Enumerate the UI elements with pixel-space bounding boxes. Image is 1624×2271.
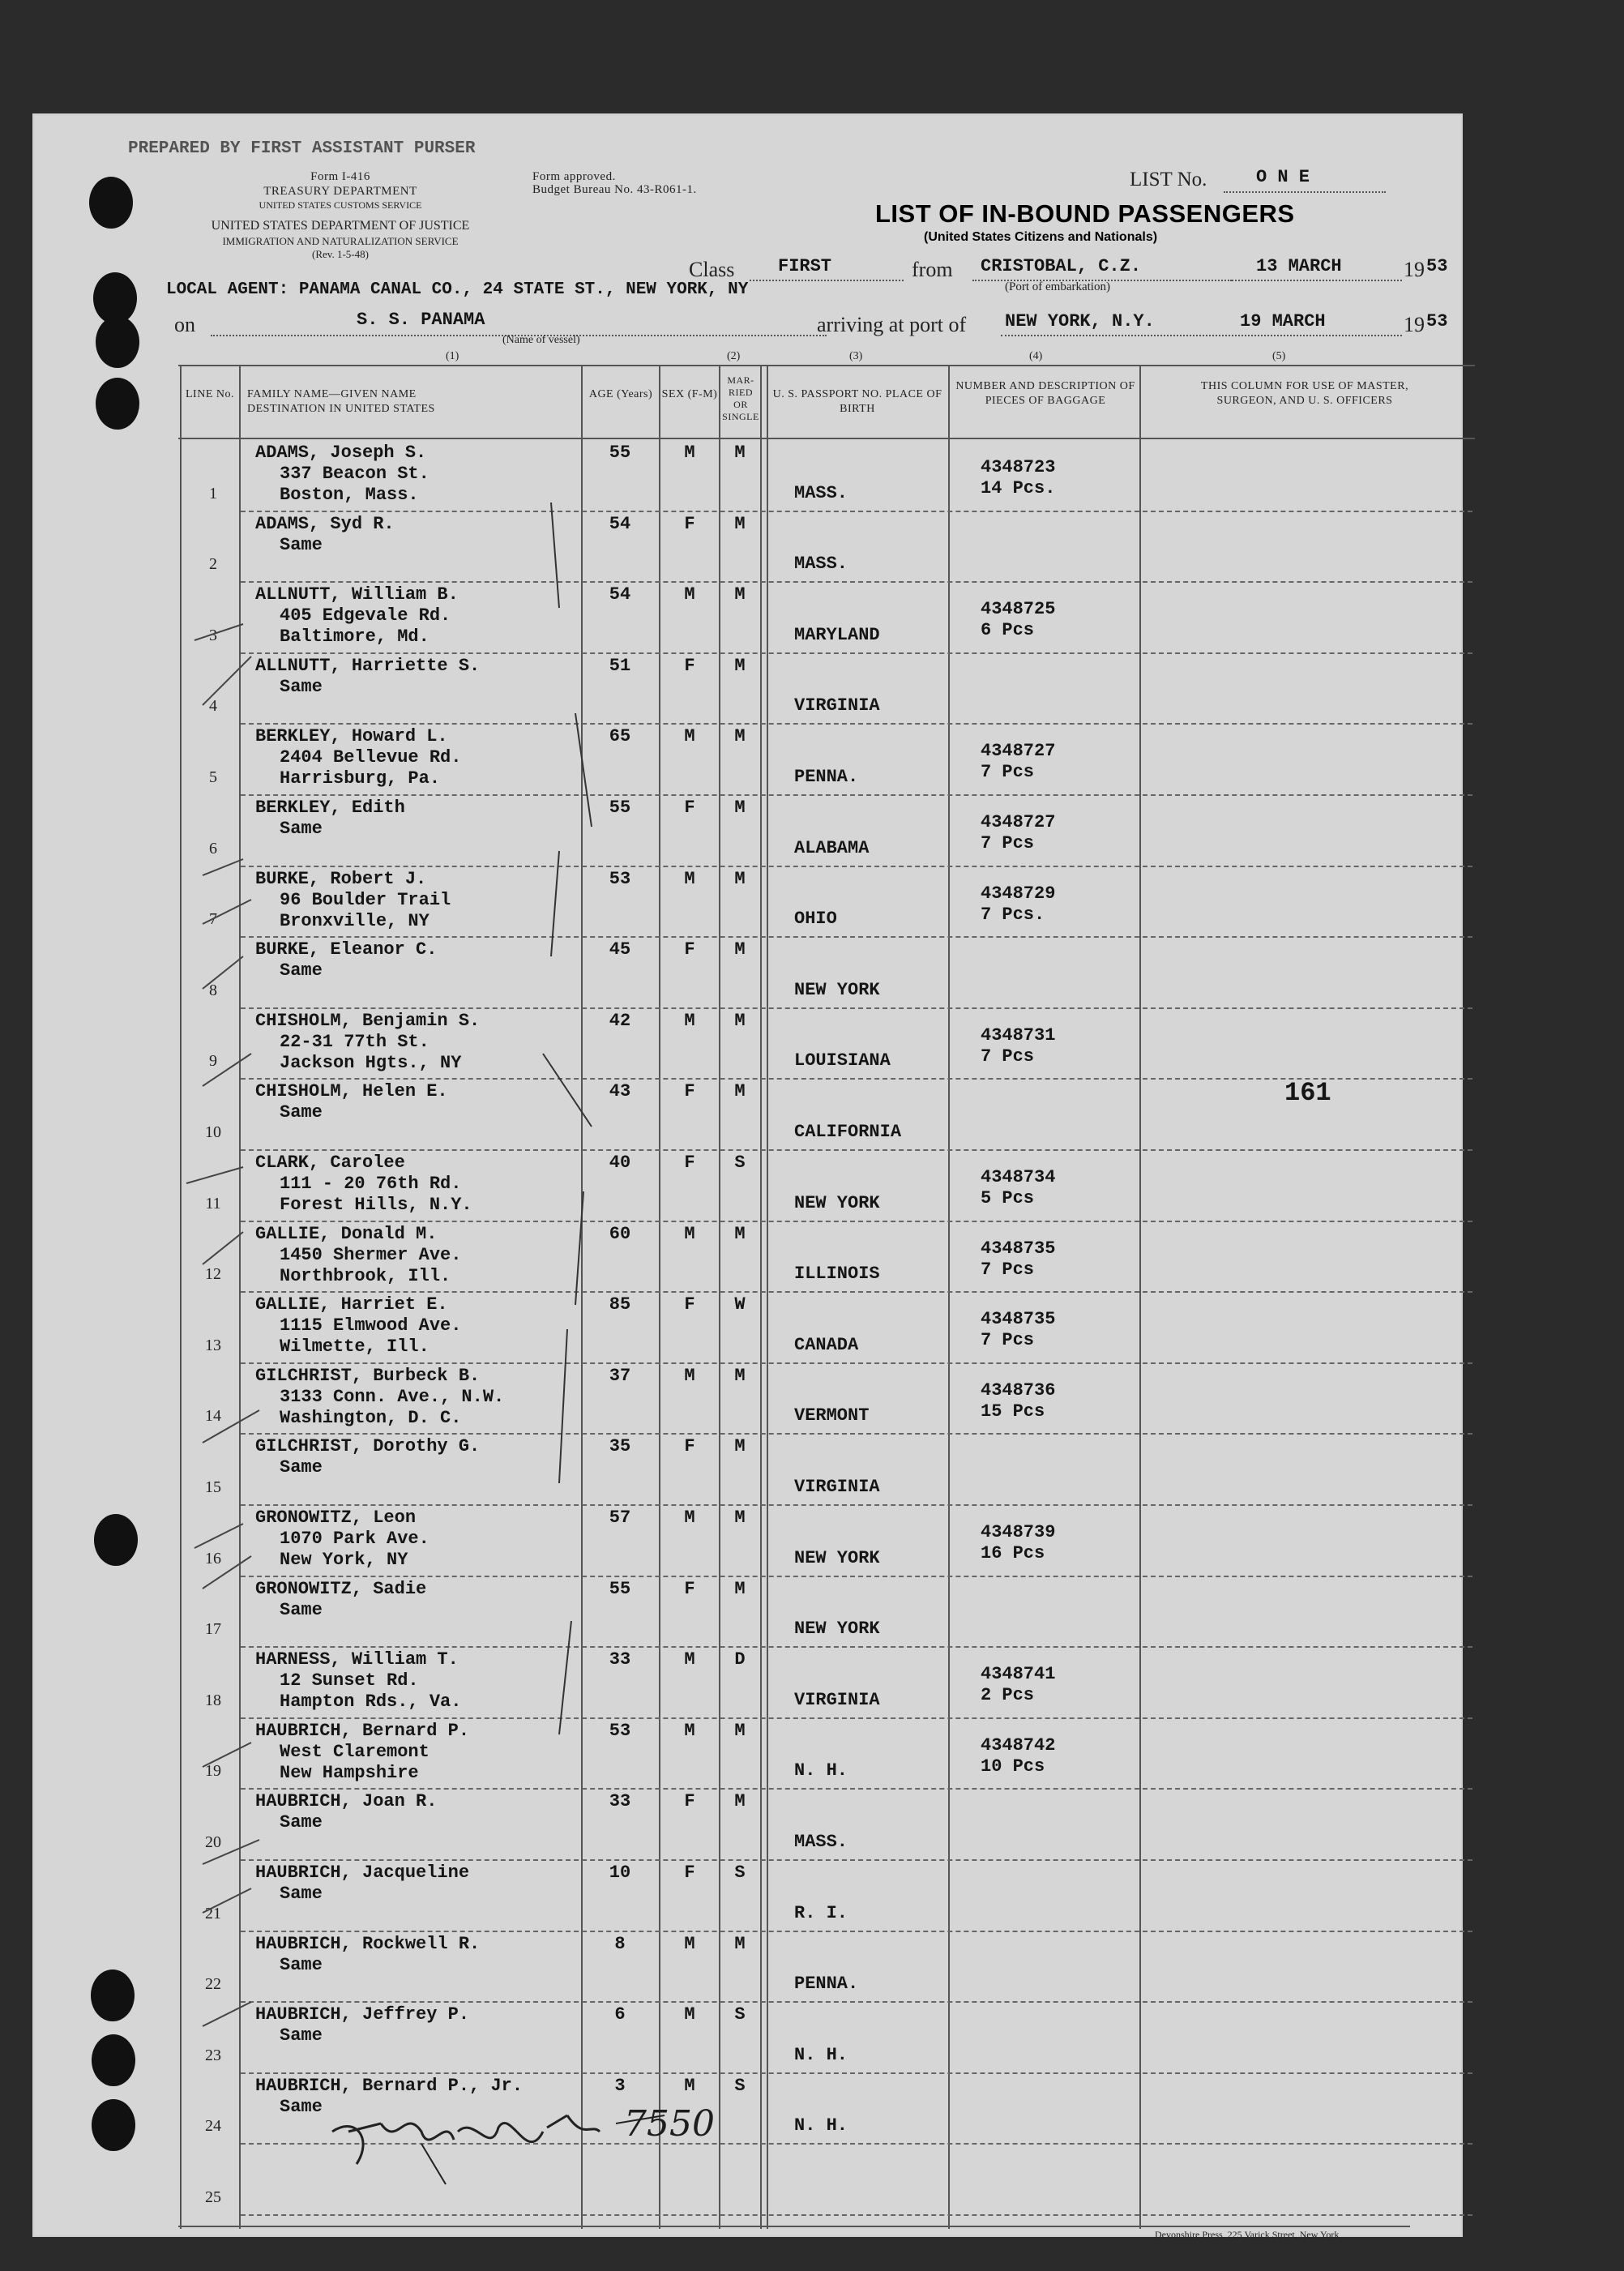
passenger-sex: M: [684, 726, 695, 747]
document-page: [32, 113, 1463, 2240]
baggage-pieces: 7 Pcs: [981, 833, 1035, 853]
destination-city: New Hampshire: [280, 1762, 419, 1783]
row-line-number: 22: [205, 1975, 221, 1994]
column-number: (4): [1029, 350, 1043, 362]
tally-marks: [154, 470, 608, 2156]
destination-address: West Claremont: [280, 1741, 430, 1762]
passenger-age: 10: [609, 1863, 631, 1883]
passenger-sex: M: [684, 868, 695, 889]
place-of-birth: NEW YORK: [794, 1619, 880, 1640]
arrival-year-prefix: 19: [1404, 313, 1425, 336]
year-prefix: 19: [1404, 258, 1425, 281]
baggage-pieces: 7 Pcs: [981, 1046, 1035, 1067]
row-line-number: 18: [205, 1691, 221, 1709]
place-of-birth: N. H.: [794, 1760, 848, 1781]
baggage-pieces: 2 Pcs: [981, 1685, 1035, 1706]
row-line-number: 19: [205, 1762, 221, 1781]
passenger-age: 3: [614, 2075, 626, 2096]
marital-status: M: [734, 1436, 746, 1457]
passenger-sex: M: [684, 1365, 695, 1386]
place-of-birth: VIRGINIA: [794, 1689, 880, 1710]
row-line-number: 10: [205, 1123, 221, 1141]
passenger-name: GRONOWITZ, Sadie: [255, 1578, 427, 1599]
passenger-age: 85: [609, 1294, 631, 1315]
row-line-number: 17: [205, 1620, 221, 1639]
destination-city: Bronxville, NY: [280, 910, 430, 931]
passenger-sex: M: [684, 1649, 695, 1670]
row-line-number: 2: [209, 555, 217, 574]
marital-status: M: [734, 868, 746, 889]
place-of-birth: R. I.: [794, 1902, 848, 1923]
passenger-sex: M: [684, 1508, 695, 1528]
column-header-officers: THIS COLUMN FOR USE OF MASTER, SURGEON, AND U. S. OFFICERS: [1200, 380, 1409, 407]
destination-address: Same: [280, 1954, 323, 1975]
passenger-name: ALLNUTT, Harriette S.: [255, 655, 481, 676]
destination-city: Hampton Rds., Va.: [280, 1691, 462, 1713]
passenger-name: HAUBRICH, Bernard P.: [255, 1720, 470, 1741]
baggage-number: 4348731: [981, 1024, 1056, 1046]
vessel-caption: (Name of vessel): [502, 334, 580, 346]
destination-address: 12 Sunset Rd.: [280, 1670, 419, 1691]
baggage-pieces: 15 Pcs: [981, 1401, 1045, 1422]
passenger-name: ADAMS, Syd R.: [255, 513, 395, 534]
passenger-age: 51: [609, 655, 631, 676]
place-of-birth: N. H.: [794, 2044, 848, 2065]
baggage-pieces: 7 Pcs: [981, 1330, 1035, 1351]
marital-status: M: [734, 513, 746, 534]
passenger-age: 43: [609, 1081, 631, 1102]
marital-status: S: [734, 2075, 746, 2096]
destination-address: Same: [280, 534, 323, 555]
column-number: (3): [849, 350, 863, 362]
passenger-age: 60: [609, 1223, 631, 1244]
passenger-name: HAUBRICH, Joan R.: [255, 1791, 438, 1812]
baggage-number: 4348727: [981, 812, 1056, 832]
baggage-pieces: 7 Pcs: [981, 1259, 1035, 1280]
row-line-number: 24: [205, 2117, 221, 2136]
passenger-name: GILCHRIST, Dorothy G.: [255, 1436, 481, 1457]
row-line-number: 15: [205, 1478, 221, 1496]
embarkation-date: 13 MARCH: [1256, 256, 1342, 276]
passenger-name: BURKE, Robert J.: [255, 868, 427, 889]
column-header-sex: SEX (F-M): [661, 388, 718, 400]
destination-address: Same: [280, 676, 323, 697]
passenger-sex: F: [684, 798, 695, 818]
passenger-name: CHISHOLM, Benjamin S.: [255, 1010, 481, 1031]
destination-city: Northbrook, Ill.: [280, 1265, 451, 1286]
destination-city: Harrisburg, Pa.: [280, 768, 441, 789]
marital-status: M: [734, 726, 746, 747]
baggage-number: 4348739: [981, 1522, 1056, 1542]
place-of-birth: OHIO: [794, 909, 837, 930]
column-header-married: MAR- RIED OR SINGLE: [722, 374, 759, 422]
baggage-number: 4348742: [981, 1734, 1056, 1756]
punch-hole: [89, 177, 133, 229]
passenger-name: HAUBRICH, Jeffrey P.: [255, 2004, 470, 2025]
passenger-name: CLARK, Carolee: [255, 1153, 405, 1173]
place-of-birth: MARYLAND: [794, 624, 880, 645]
destination-address: Same: [280, 1457, 323, 1478]
destination-address: 96 Boulder Trail: [280, 889, 451, 910]
place-of-birth: MASS.: [794, 482, 848, 503]
arrival-year: 53: [1426, 311, 1448, 331]
document-title: LIST OF IN-BOUND PASSENGERS: [875, 199, 1295, 228]
arriving-label: arriving at port of: [817, 313, 967, 336]
port-of-embarkation: CRISTOBAL, C.Z.: [981, 256, 1142, 276]
class-value: FIRST: [778, 256, 832, 276]
passenger-sex: M: [684, 1720, 695, 1741]
baggage-pieces: 10 Pcs: [981, 1756, 1045, 1777]
marital-status: M: [734, 798, 746, 818]
class-label: Class: [689, 258, 735, 281]
form-approved: Form approved.: [532, 170, 616, 183]
passenger-sex: M: [684, 1933, 695, 1954]
marital-status: S: [734, 1153, 746, 1173]
passenger-sex: M: [684, 584, 695, 605]
row-line-number: 3: [209, 626, 217, 644]
destination-city: Baltimore, Md.: [280, 627, 430, 648]
destination-city: Boston, Mass.: [280, 485, 419, 505]
column-header-age: AGE (Years): [588, 388, 653, 400]
destination-address: 1070 Park Ave.: [280, 1529, 430, 1549]
place-of-birth: NEW YORK: [794, 979, 880, 1000]
table-row: [241, 2214, 1472, 2216]
column-header-passport: U. S. PASSPORT NO. PLACE OF BIRTH: [772, 388, 942, 415]
passenger-age: 33: [609, 1649, 631, 1670]
place-of-birth: ILLINOIS: [794, 1264, 880, 1285]
passenger-age: 54: [609, 513, 631, 534]
row-line-number: 13: [205, 1336, 221, 1354]
baggage-pieces: 7 Pcs: [981, 762, 1035, 783]
marital-status: D: [734, 1649, 746, 1670]
place-of-birth: NEW YORK: [794, 1192, 880, 1213]
place-of-birth: MASS.: [794, 1832, 848, 1852]
baggage-number: 4348741: [981, 1664, 1056, 1685]
marital-status: M: [734, 1223, 746, 1244]
budget-bureau: Budget Bureau No. 43-R061-1.: [532, 183, 697, 196]
punch-hole: [92, 2099, 135, 2151]
row-line-number: 25: [205, 2188, 221, 2206]
passenger-sex: F: [684, 1791, 695, 1812]
row-line-number: 5: [209, 768, 217, 786]
marital-status: M: [734, 1365, 746, 1386]
place-of-birth: ALABAMA: [794, 837, 870, 858]
punch-hole: [92, 2034, 135, 2086]
vessel-name: S. S. PANAMA: [357, 310, 485, 330]
passenger-age: 57: [609, 1508, 631, 1528]
punch-hole: [96, 316, 139, 368]
passenger-age: 55: [609, 443, 631, 463]
marital-status: S: [734, 2004, 746, 2025]
passenger-sex: F: [684, 1294, 695, 1315]
arrival-date: 19 MARCH: [1240, 311, 1326, 331]
place-of-birth: VERMONT: [794, 1405, 870, 1426]
ins-label: IMMIGRATION AND NATURALIZATION SERVICE: [222, 235, 459, 247]
baggage-number: 4348725: [981, 599, 1056, 620]
local-agent: LOCAL AGENT: PANAMA CANAL CO., 24 STATE ST., NEW YORK, NY: [166, 280, 749, 299]
marital-status: M: [734, 584, 746, 605]
passenger-name: GILCHRIST, Burbeck B.: [255, 1365, 481, 1386]
destination-address: Same: [280, 1599, 323, 1620]
column-header-line-no: LINE No.: [186, 388, 234, 400]
passenger-sex: M: [684, 2004, 695, 2025]
passenger-name: BERKLEY, Edith: [255, 798, 405, 818]
printer-imprint: Devonshire Press, 225 Varick Street, New York: [1155, 2229, 1340, 2240]
place-of-birth: PENNA.: [794, 767, 859, 787]
punch-hole: [91, 1969, 135, 2021]
department-of-justice: UNITED STATES DEPARTMENT OF JUSTICE: [211, 219, 470, 233]
place-of-birth: VIRGINIA: [794, 695, 880, 716]
passenger-age: 53: [609, 1720, 631, 1741]
passenger-name: GRONOWITZ, Leon: [255, 1508, 417, 1528]
passenger-age: 42: [609, 1010, 631, 1031]
passenger-age: 33: [609, 1791, 631, 1812]
destination-city: Wilmette, Ill.: [280, 1337, 430, 1358]
passenger-age: 65: [609, 726, 631, 747]
passenger-sex: F: [684, 655, 695, 676]
punch-hole: [96, 378, 139, 430]
officer-note: 161: [1284, 1078, 1331, 1108]
column-header-name: FAMILY NAME—GIVEN NAME DESTINATION IN UNITED STATES: [247, 388, 435, 415]
passenger-name: CHISHOLM, Helen E.: [255, 1081, 448, 1102]
row-line-number: 12: [205, 1265, 221, 1284]
prepared-by-stamp: PREPARED BY FIRST ASSISTANT PURSER: [128, 139, 476, 158]
baggage-pieces: 16 Pcs: [981, 1543, 1045, 1563]
baggage-number: 4348727: [981, 741, 1056, 762]
destination-city: Forest Hills, N.Y.: [280, 1195, 472, 1215]
baggage-number: 4348735: [981, 1309, 1056, 1330]
marital-status: M: [734, 1081, 746, 1102]
row-line-number: 6: [209, 839, 217, 858]
baggage-pieces: 7 Pcs.: [981, 904, 1045, 925]
list-no-value: O N E: [1256, 167, 1310, 187]
marital-status: M: [734, 655, 746, 676]
baggage-number: 4348723: [981, 457, 1056, 477]
marital-status: M: [734, 1508, 746, 1528]
passenger-sex: F: [684, 1578, 695, 1599]
place-of-birth: MASS.: [794, 554, 848, 575]
row-line-number: 4: [209, 697, 217, 716]
row-line-number: 7: [209, 910, 217, 929]
marital-status: M: [734, 1720, 746, 1741]
passenger-age: 54: [609, 584, 631, 605]
baggage-number: 4348735: [981, 1238, 1056, 1259]
document-subtitle: (United States Citizens and Nationals): [924, 230, 1158, 244]
passenger-age: 55: [609, 1578, 631, 1599]
row-line-number: 9: [209, 1052, 217, 1071]
passenger-name: ALLNUTT, William B.: [255, 584, 459, 605]
marital-status: M: [734, 1578, 746, 1599]
treasury-department: TREASURY DEPARTMENT: [263, 185, 417, 198]
marital-status: M: [734, 1791, 746, 1812]
on-label: on: [174, 313, 195, 336]
place-of-birth: CALIFORNIA: [794, 1122, 902, 1142]
marital-status: S: [734, 1863, 746, 1883]
punch-hole: [94, 1514, 138, 1566]
passenger-sex: M: [684, 443, 695, 463]
baggage-pieces: 5 Pcs: [981, 1188, 1035, 1208]
passenger-age: 45: [609, 939, 631, 960]
column-number: (5): [1272, 350, 1286, 362]
destination-address: Same: [280, 960, 323, 982]
passenger-name: HAUBRICH, Jacqueline: [255, 1863, 470, 1883]
passenger-name: ADAMS, Joseph S.: [255, 443, 427, 463]
column-header-baggage: NUMBER AND DESCRIPTION OF PIECES OF BAGGAGE: [955, 380, 1135, 407]
passenger-name: GALLIE, Harriet E.: [255, 1294, 448, 1315]
revision-label: (Rev. 1-5-48): [312, 248, 369, 260]
passenger-name: BURKE, Eleanor C.: [255, 939, 438, 960]
passenger-age: 37: [609, 1365, 631, 1386]
place-of-birth: LOUISIANA: [794, 1050, 891, 1071]
marital-status: M: [734, 1933, 746, 1954]
marital-status: M: [734, 1010, 746, 1031]
form-number: Form I-416: [310, 170, 370, 183]
passenger-age: 6: [614, 2004, 626, 2025]
row-line-number: 20: [205, 1833, 221, 1851]
passenger-sex: F: [684, 939, 695, 960]
passenger-age: 55: [609, 798, 631, 818]
row-line-number: 21: [205, 1904, 221, 1922]
passenger-sex: F: [684, 1153, 695, 1173]
passenger-sex: F: [684, 513, 695, 534]
destination-address: 1115 Elmwood Ave.: [280, 1315, 462, 1337]
passenger-sex: F: [684, 1436, 695, 1457]
column-number: (2): [727, 350, 741, 362]
row-line-number: 14: [205, 1407, 221, 1426]
destination-address: Same: [280, 2025, 323, 2046]
destination-address: Same: [280, 1812, 323, 1833]
destination-address: Same: [280, 1102, 323, 1123]
passenger-age: 53: [609, 868, 631, 889]
list-no-label: LIST No.: [1130, 169, 1207, 190]
passenger-sex: M: [684, 1010, 695, 1031]
passenger-sex: M: [684, 1223, 695, 1244]
row-line-number: 11: [205, 1194, 221, 1212]
passenger-age: 8: [614, 1933, 626, 1954]
place-of-birth: N. H.: [794, 2115, 848, 2136]
customs-service: UNITED STATES CUSTOMS SERVICE: [259, 199, 422, 211]
baggage-number: 4348729: [981, 883, 1056, 904]
place-of-birth: CANADA: [794, 1334, 859, 1355]
embarkation-year: 53: [1426, 256, 1448, 276]
arrival-port: NEW YORK, N.Y.: [1005, 311, 1155, 331]
row-line-number: 16: [205, 1549, 221, 1567]
baggage-number: 4348736: [981, 1379, 1056, 1401]
marital-status: M: [734, 443, 746, 463]
row-line-number: 8: [209, 981, 217, 999]
from-label: from: [912, 258, 953, 281]
passenger-name: HAUBRICH, Bernard P., Jr.: [255, 2075, 524, 2096]
place-of-birth: VIRGINIA: [794, 1477, 880, 1497]
destination-address: Same: [280, 1884, 323, 1904]
baggage-number: 4348734: [981, 1167, 1056, 1187]
place-of-birth: NEW YORK: [794, 1547, 880, 1568]
passenger-name: HARNESS, William T.: [255, 1649, 459, 1670]
passenger-age: 40: [609, 1153, 631, 1173]
row-line-number: 1: [209, 484, 217, 503]
destination-address: 111 - 20 76th Rd.: [280, 1174, 462, 1194]
passenger-sex: F: [684, 1081, 695, 1102]
handwritten-number: 7550: [624, 2103, 715, 2145]
baggage-pieces: 6 Pcs: [981, 620, 1035, 641]
destination-address: Same: [280, 2096, 323, 2117]
destination-address: 337 Beacon St.: [280, 464, 430, 484]
row-line-number: 23: [205, 2046, 221, 2064]
destination-address: Same: [280, 819, 323, 839]
marital-status: W: [734, 1294, 746, 1315]
column-number: (1): [446, 350, 459, 362]
passenger-name: GALLIE, Donald M.: [255, 1223, 438, 1244]
marital-status: M: [734, 939, 746, 960]
place-of-birth: PENNA.: [794, 1974, 859, 1995]
port-embark-caption: (Port of embarkation): [1005, 280, 1110, 293]
baggage-pieces: 14 Pcs.: [981, 478, 1056, 498]
destination-city: Washington, D. C.: [280, 1407, 462, 1428]
destination-address: 2404 Bellevue Rd.: [280, 747, 462, 768]
destination-city: New York, NY: [280, 1550, 408, 1570]
passenger-name: BERKLEY, Howard L.: [255, 726, 448, 747]
destination-address: 22-31 77th St.: [280, 1031, 430, 1052]
passenger-sex: F: [684, 1863, 695, 1883]
destination-address: 1450 Shermer Ave.: [280, 1244, 462, 1265]
destination-address: 3133 Conn. Ave., N.W.: [280, 1386, 505, 1407]
passenger-age: 35: [609, 1436, 631, 1457]
passenger-name: HAUBRICH, Rockwell R.: [255, 1933, 481, 1954]
destination-city: Jackson Hgts., NY: [280, 1052, 462, 1073]
passenger-sex: M: [684, 2075, 695, 2096]
destination-address: 405 Edgevale Rd.: [280, 605, 451, 627]
